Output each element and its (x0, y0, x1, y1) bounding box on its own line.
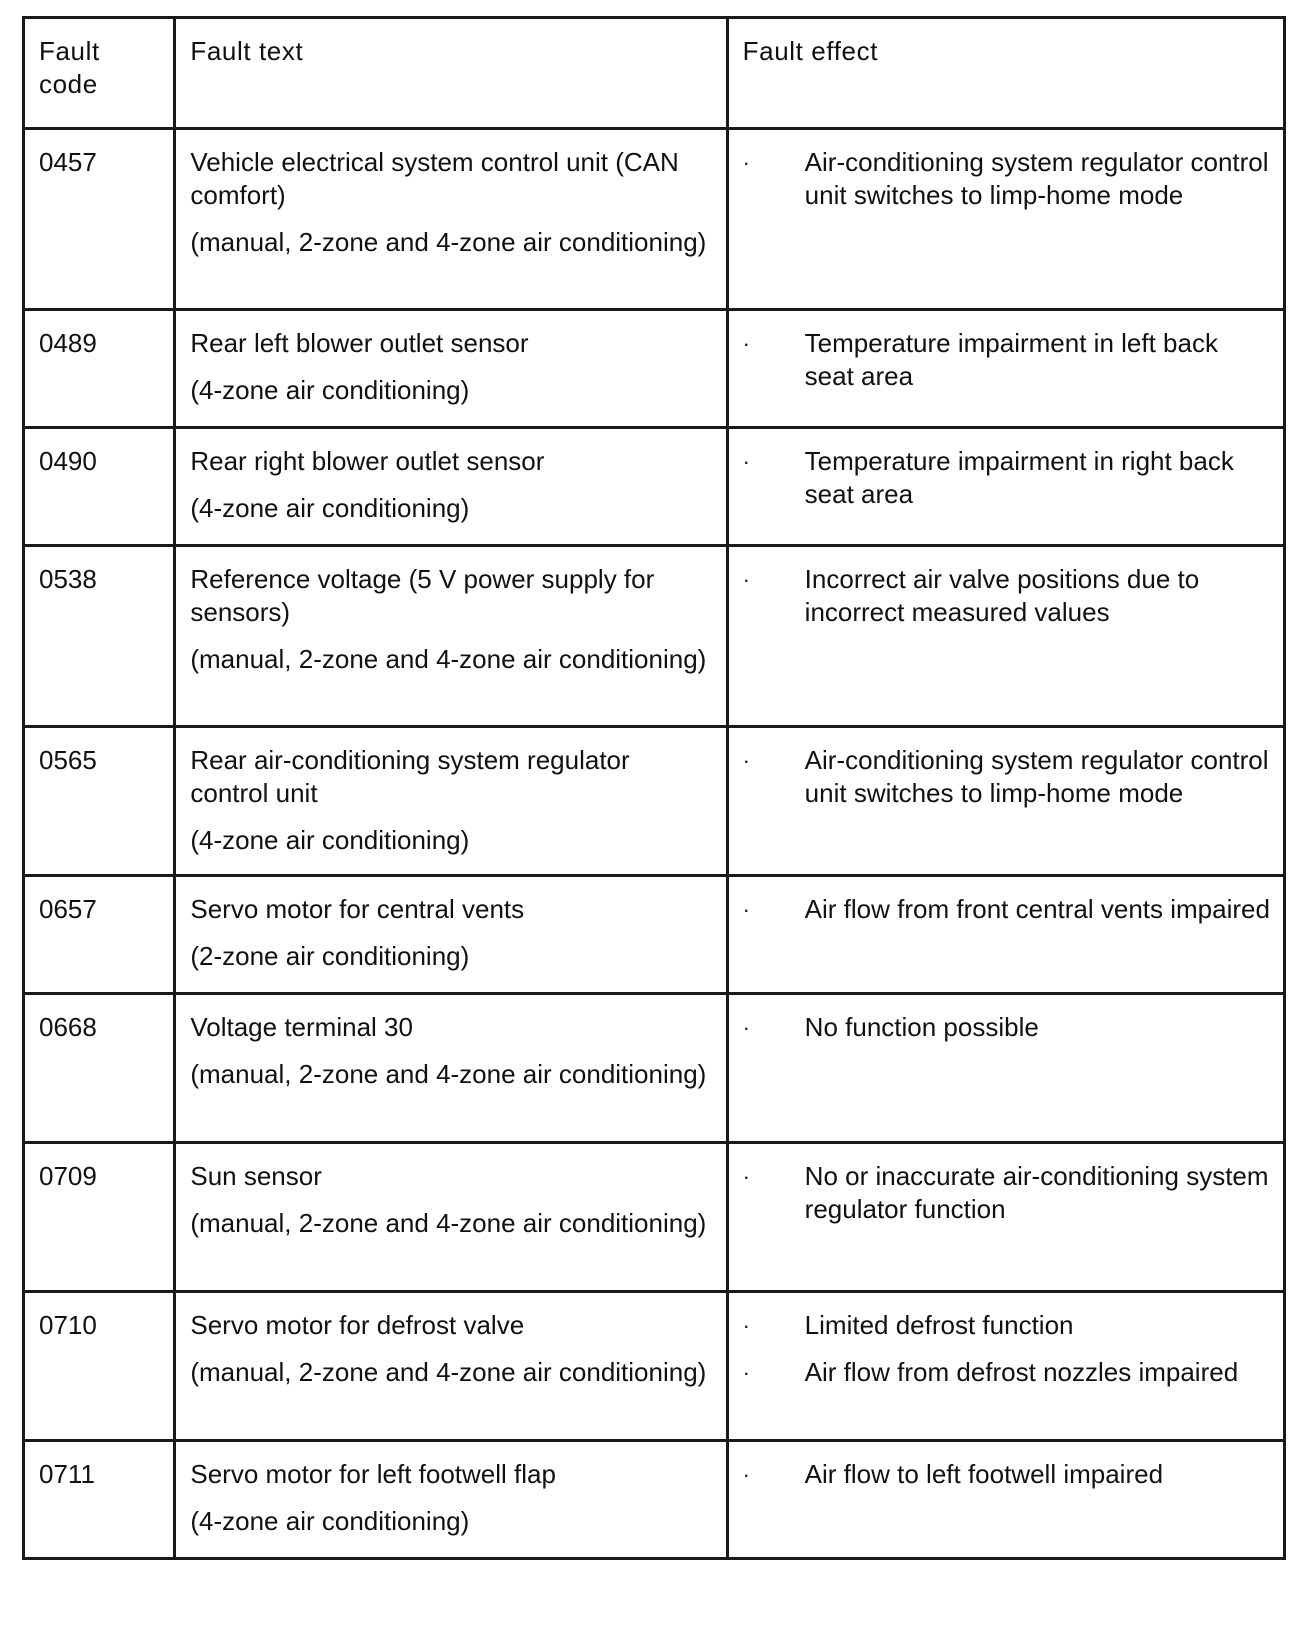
fault-code: 0709 (39, 1161, 97, 1191)
bullet-icon: · (742, 897, 750, 922)
fault-code: 0489 (39, 328, 97, 358)
table-row (24, 310, 1285, 428)
fault-effect-cell (727, 1143, 1284, 1292)
fault-effect-text: Incorrect air valve positions due to incorrect measured values (804, 564, 1200, 627)
fault-effect-cell (727, 876, 1284, 994)
fault-text: Rear left blower outlet sensor (190, 328, 529, 358)
table-row (24, 727, 1285, 876)
fault-effect-text: Air flow from defrost nozzles impaired (804, 1357, 1239, 1387)
fault-text: Rear right blower outlet sensor (190, 446, 545, 476)
fault-text: Voltage terminal 30 (190, 1012, 413, 1042)
fault-text-note: (manual, 2-zone and 4-zone air conditioning) (190, 644, 707, 674)
fault-effect-text: Air-conditioning system regulator control unit switches to limp-home mode (804, 147, 1269, 210)
fault-effect-cell (727, 1292, 1284, 1441)
table-row (24, 1292, 1285, 1441)
fault-effect-cell (727, 727, 1284, 876)
fault-effect-item (729, 327, 1271, 393)
fault-text: Rear air-conditioning system regulator control unit (190, 745, 630, 808)
table-row (24, 994, 1285, 1143)
fault-code: 0710 (39, 1310, 97, 1340)
fault-effect-text: Limited defrost function (804, 1310, 1074, 1340)
fault-text-note: (manual, 2-zone and 4-zone air conditioning) (190, 1357, 707, 1387)
fault-text: Sun sensor (190, 1161, 322, 1191)
fault-effect-item (729, 893, 1271, 926)
fault-effect-item (729, 563, 1271, 629)
fault-text-note: (manual, 2-zone and 4-zone air conditioning) (190, 227, 707, 257)
bullet-icon: · (742, 1360, 750, 1385)
fault-effect-text: No function possible (804, 1012, 1039, 1042)
fault-code-cell (24, 129, 175, 310)
bullet-icon: · (742, 1015, 750, 1040)
fault-text: Servo motor for defrost valve (190, 1310, 525, 1340)
fault-text-cell (175, 876, 727, 994)
fault-effect-cell (727, 1441, 1284, 1559)
fault-effect-list (729, 893, 1271, 926)
fault-code-cell (24, 1441, 175, 1559)
fault-text-cell (175, 1292, 727, 1441)
table-row (24, 1143, 1285, 1292)
fault-effect-item (729, 146, 1271, 212)
fault-code-cell (24, 1292, 175, 1441)
fault-text: Vehicle electrical system control unit (CAN comfort) (190, 147, 679, 210)
fault-code: 0565 (39, 745, 97, 775)
fault-effect-text: Air-conditioning system regulator control unit switches to limp-home mode (804, 745, 1269, 808)
fault-code-cell (24, 428, 175, 546)
fault-text-cell (175, 1143, 727, 1292)
fault-text-note: (2-zone air conditioning) (190, 941, 470, 971)
bullet-icon: · (742, 1313, 750, 1338)
header-fault-effect-label: Fault effect (742, 36, 879, 66)
bullet-icon: · (742, 449, 750, 474)
fault-effect-text: Air flow to left footwell impaired (804, 1459, 1164, 1489)
fault-text: Servo motor for central vents (190, 894, 525, 924)
fault-text-cell (175, 1441, 727, 1559)
fault-text-cell (175, 727, 727, 876)
fault-code-cell (24, 546, 175, 727)
fault-text-cell (175, 310, 727, 428)
fault-effect-list (729, 1309, 1271, 1389)
fault-code: 0668 (39, 1012, 97, 1042)
fault-effect-item (729, 1356, 1271, 1389)
fault-text-cell (175, 129, 727, 310)
fault-effect-list (729, 563, 1271, 629)
header-fault-effect (727, 18, 1284, 129)
table-row (24, 876, 1285, 994)
fault-effect-item (729, 1309, 1271, 1342)
fault-effect-item (729, 1458, 1271, 1491)
fault-effect-list (729, 1011, 1271, 1044)
fault-text-cell (175, 546, 727, 727)
fault-text-note: (4-zone air conditioning) (190, 375, 470, 405)
bullet-icon: · (742, 331, 750, 356)
header-fault-text (175, 18, 727, 129)
table-row (24, 129, 1285, 310)
fault-effect-item (729, 744, 1271, 810)
fault-effect-text: Temperature impairment in left back seat area (804, 328, 1218, 391)
fault-text-cell (175, 994, 727, 1143)
fault-effect-text: Air flow from front central vents impaired (804, 894, 1270, 924)
bullet-icon: · (742, 748, 750, 773)
fault-text: Servo motor for left footwell flap (190, 1459, 556, 1489)
fault-effect-text: No or inaccurate air-conditioning system regulator function (804, 1161, 1269, 1224)
header-fault-text-label: Fault text (190, 36, 304, 66)
fault-code-cell (24, 310, 175, 428)
bullet-icon: · (742, 567, 750, 592)
fault-code-table (22, 16, 1286, 1560)
fault-effect-item (729, 1160, 1271, 1226)
header-fault-code-label: Fault code (39, 36, 100, 99)
fault-text-note: (manual, 2-zone and 4-zone air conditioning) (190, 1059, 707, 1089)
fault-effect-list (729, 445, 1271, 511)
fault-text-note: (4-zone air conditioning) (190, 825, 470, 855)
fault-code-cell (24, 727, 175, 876)
fault-text-note: (4-zone air conditioning) (190, 493, 470, 523)
fault-effect-list (729, 327, 1271, 393)
bullet-icon: · (742, 150, 750, 175)
fault-effect-cell (727, 428, 1284, 546)
table-header-row (24, 18, 1285, 129)
fault-text: Reference voltage (5 V power supply for sensors) (190, 564, 655, 627)
fault-code: 0490 (39, 446, 97, 476)
fault-code-cell (24, 1143, 175, 1292)
fault-effect-cell (727, 129, 1284, 310)
table-row (24, 546, 1285, 727)
fault-code-cell (24, 876, 175, 994)
fault-code: 0657 (39, 894, 97, 924)
table-row (24, 1441, 1285, 1559)
fault-text-note: (manual, 2-zone and 4-zone air conditioning) (190, 1208, 707, 1238)
fault-effect-item (729, 1011, 1271, 1044)
bullet-icon: · (742, 1164, 750, 1189)
fault-effect-cell (727, 546, 1284, 727)
fault-effect-list (729, 1458, 1271, 1491)
bullet-icon: · (742, 1462, 750, 1487)
fault-effect-text: Temperature impairment in right back seat area (804, 446, 1234, 509)
fault-effect-list (729, 744, 1271, 810)
fault-effect-list (729, 1160, 1271, 1226)
fault-effect-list (729, 146, 1271, 212)
fault-code: 0711 (39, 1459, 95, 1489)
table-row (24, 428, 1285, 546)
fault-text-cell (175, 428, 727, 546)
header-fault-code (24, 18, 175, 129)
fault-effect-item (729, 445, 1271, 511)
fault-effect-cell (727, 310, 1284, 428)
fault-code: 0538 (39, 564, 97, 594)
fault-code: 0457 (39, 147, 97, 177)
fault-effect-cell (727, 994, 1284, 1143)
fault-text-note: (4-zone air conditioning) (190, 1506, 470, 1536)
fault-code-cell (24, 994, 175, 1143)
